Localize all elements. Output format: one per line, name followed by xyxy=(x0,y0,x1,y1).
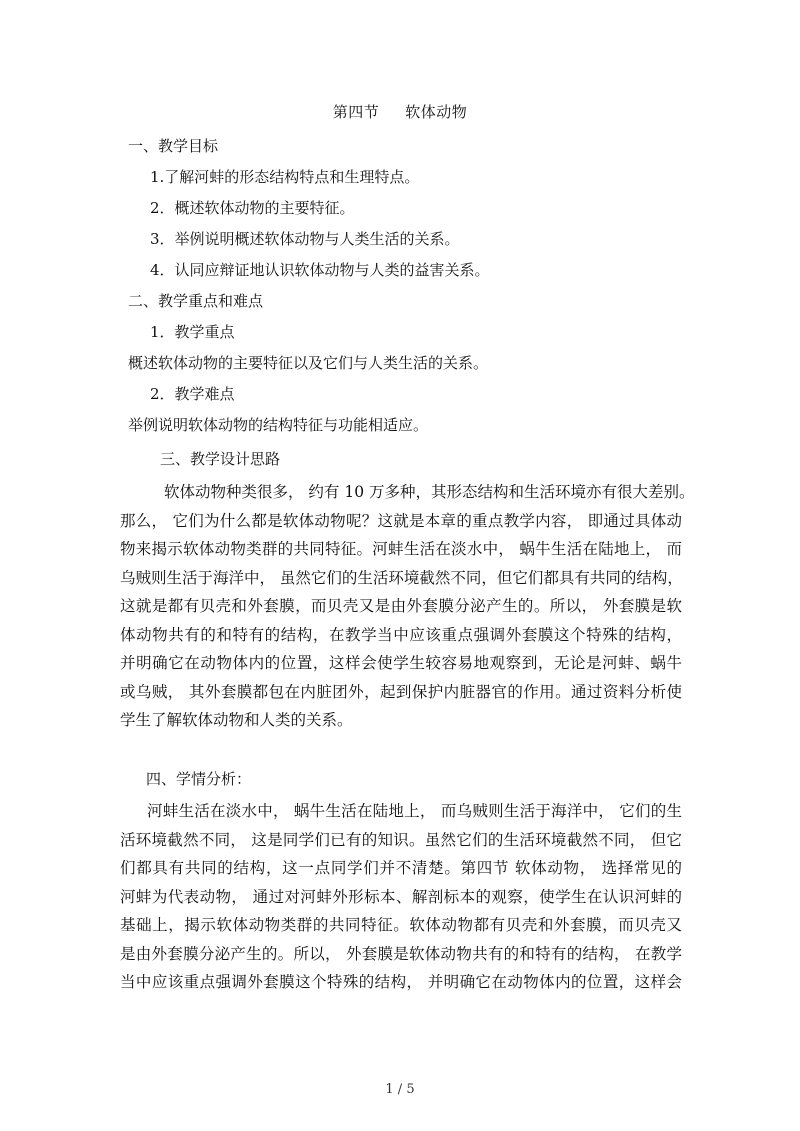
design-paragraph xyxy=(120,478,695,735)
paragraph-line: 当中应该重点强调外套膜这个特殊的结构， 并明确它在动物体内的位置，这样会 xyxy=(120,973,682,991)
page-title xyxy=(0,101,800,122)
goal-item-1: 1.了解河蚌的形态结构特点和生理特点。 xyxy=(150,168,420,186)
paragraph-line: 是由外套膜分泌产生的。所以， 外套膜是软体动物共有的和特有的结构， 在教学 xyxy=(120,944,682,963)
goal-item-4: 4．认同应辩证地认识软体动物与人类的益害关系。 xyxy=(150,261,490,279)
paragraph-line: 们都具有共同的结构，这一点同学们并不清楚。第四节 软体动物， 选择常见的 xyxy=(120,859,682,877)
analysis-paragraph xyxy=(120,797,682,997)
paragraph-line: 河蚌生活在淡水中， 蜗牛生活在陆地上， 而乌贼则生活于海洋中， 它们的生 xyxy=(147,802,682,820)
page-number: 1 / 5 xyxy=(385,1082,415,1097)
title-name: 软体动物 xyxy=(405,103,468,121)
key-point-label: 1．教学重点 xyxy=(150,323,235,341)
paragraph-line: 软体动物种类很多， 约有 10 万多种，其形态结构和生活环境亦有很大差别。 xyxy=(164,483,695,501)
paragraph-line: 活环境截然不同， 这是同学们已有的知识。虽然它们的生活环境截然不同， 但它 xyxy=(120,830,682,849)
paragraph-line: 学生了解软体动物和人类的关系。 xyxy=(120,711,353,729)
key-heading: 二、教学重点和难点 xyxy=(128,292,264,310)
design-heading: 三、教学设计思路 xyxy=(160,450,281,468)
paragraph-line: 体动物共有的和特有的结构，在教学当中应该重点强调外套膜这个特殊的结构， xyxy=(120,625,682,644)
difficulty-label: 2．教学难点 xyxy=(150,385,235,403)
paragraph-line: 那么， 它们为什么都是软体动物呢？这就是本章的重点教学内容， 即通过具体动 xyxy=(120,511,682,530)
goal-item-3: 3．举例说明概述软体动物与人类生活的关系。 xyxy=(150,230,460,248)
paragraph-line: 物来揭示软体动物类群的共同特征。河蚌生活在淡水中， 蜗牛生活在陆地上， 而 xyxy=(120,540,682,558)
goal-item-2: 2．概述软体动物的主要特征。 xyxy=(150,199,355,217)
key-point-text: 概述软体动物的主要特征以及它们与人类生活的关系。 xyxy=(128,354,489,372)
paragraph-line: 河蚌为代表动物， 通过对河蚌外形标本、解剖标本的观察，使学生在认识河蚌的 xyxy=(120,887,682,906)
difficulty-text: 举例说明软体动物的结构特征与功能相适应。 xyxy=(128,416,429,434)
paragraph-line: 这就是都有贝壳和外套膜，而贝壳又是由外套膜分泌产生的。所以， 外套膜是软 xyxy=(120,597,682,615)
paragraph-line: 或乌贼， 其外套膜都包在内脏团外，起到保护内脏器官的作用。通过资料分析使 xyxy=(120,682,682,701)
paragraph-line: 基础上，揭示软体动物类群的共同特征。软体动物都有贝壳和外套膜，而贝壳又 xyxy=(120,916,682,934)
analysis-heading: 四、学情分析： xyxy=(146,770,252,788)
goals-heading: 一、教学目标 xyxy=(128,137,219,155)
paragraph-line: 乌贼则生活于海洋中， 虽然它们的生活环境截然不同，但它们都具有共同的结构， xyxy=(120,568,683,587)
title-chapter: 第四节 xyxy=(332,103,380,121)
paragraph-line: 并明确它在动物体内的位置，这样会使学生较容易地观察到，无论是河蚌、蜗牛 xyxy=(120,654,682,672)
